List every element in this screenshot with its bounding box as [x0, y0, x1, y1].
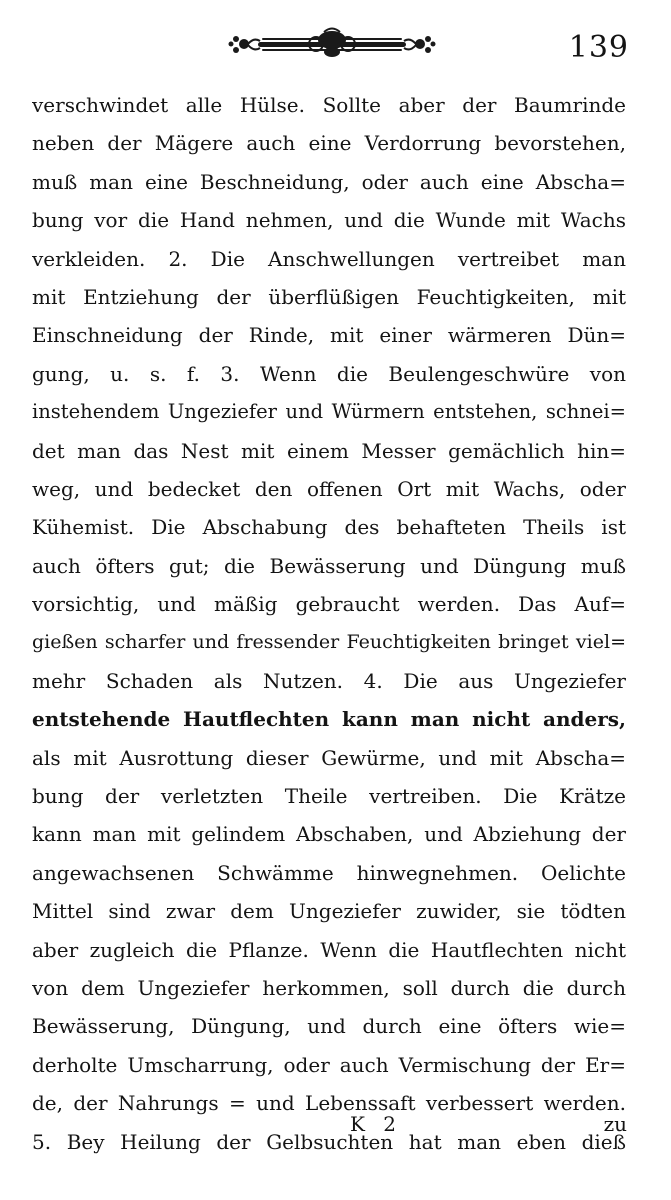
- text-line: Kühemist. Die Abschabung des behafteten Theils ist: [32, 515, 626, 540]
- text-line: bung vor die Hand nehmen, und die Wunde mit Wachs: [32, 208, 626, 233]
- text-line: auch öfters gut; die Bewässerung und Düngung muß: [32, 553, 626, 578]
- catchword: zu: [603, 1112, 627, 1136]
- text-line: weg, und bedecket den offenen Ort mit Wachs, oder: [32, 476, 626, 501]
- text-line: instehendem Ungeziefer und Würmern entstehen, schnei=: [32, 400, 626, 424]
- text-line: 5. Bey Heilung der Gelbsuchten hat man eben dieß: [32, 1129, 626, 1154]
- text-line: Bewässerung, Düngung, und durch eine öfters wie=: [32, 1014, 626, 1039]
- text-line: neben der Mägere auch eine Verdorrung bevorstehen,: [32, 131, 626, 156]
- text-line: det man das Nest mit einem Messer gemächlich hin=: [32, 438, 626, 463]
- body-text: [32, 86, 626, 1161]
- text-line: vorsichtig, und mäßig gebraucht werden. Das Auf=: [32, 592, 626, 617]
- text-line: als mit Ausrottung dieser Gewürme, und mit Abscha=: [32, 745, 626, 770]
- text-line: entstehende Hautflechten kann man nicht anders,: [32, 707, 626, 732]
- text-line: Einschneidung der Rinde, mit einer wärmeren Dün=: [32, 323, 626, 348]
- text-line: verschwindet alle Hülse. Sollte aber der Baumrinde: [32, 93, 626, 117]
- text-line: gung, u. s. f. 3. Wenn die Beulengeschwüre von: [32, 361, 626, 386]
- text-line: angewachsenen Schwämme hinwegnehmen. Oelichte: [32, 860, 626, 885]
- text-line: de, der Nahrungs = und Lebenssaft verbessert werden.: [32, 1091, 626, 1116]
- text-line: von dem Ungeziefer herkommen, soll durch die durch: [32, 975, 626, 1000]
- signature-mark: K 2: [350, 1112, 403, 1136]
- text-line: gießen scharfer und fressender Feuchtigkeiten bringet viel=: [32, 631, 626, 654]
- text-line: bung der verletzten Theile vertreiben. Die Krätze: [32, 784, 626, 809]
- text-line: mit Entziehung der überflüßigen Feuchtigkeiten, mit: [32, 284, 626, 309]
- decorative-ornament-icon: [228, 27, 436, 63]
- page-number: 139: [568, 30, 629, 65]
- text-line: verkleiden. 2. Die Anschwellungen vertreibet man: [32, 246, 626, 271]
- text-line: mehr Schaden als Nutzen. 4. Die aus Ungeziefer: [32, 668, 626, 693]
- text-line: aber zugleich die Pflanze. Wenn die Hautflechten nicht: [32, 937, 626, 962]
- text-line: muß man eine Beschneidung, oder auch eine Abscha=: [32, 169, 626, 194]
- text-line: Mittel sind zwar dem Ungeziefer zuwider, sie tödten: [32, 899, 626, 924]
- text-line: kann man mit gelindem Abschaben, und Abziehung der: [32, 822, 626, 847]
- text-line: derholte Umscharrung, oder auch Vermischung der Er=: [32, 1052, 626, 1077]
